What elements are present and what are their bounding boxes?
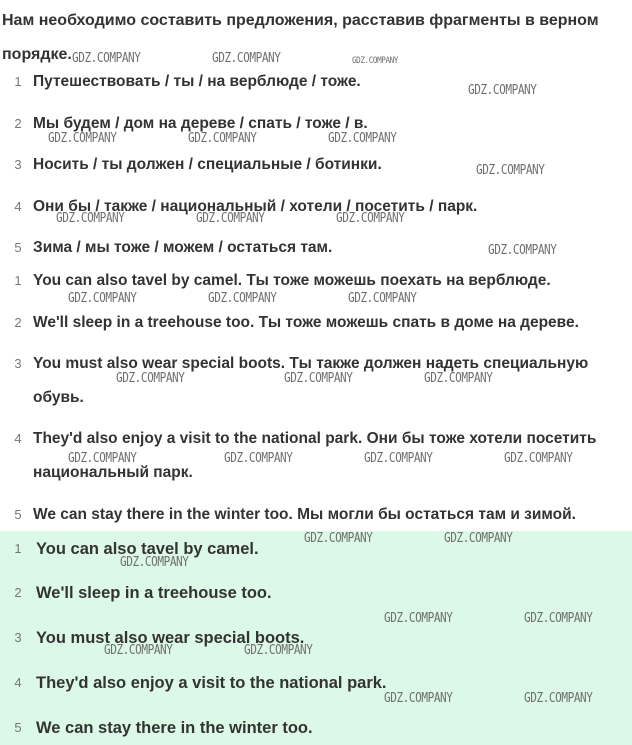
item-text: обувь. [33, 389, 84, 406]
answer-block [0, 531, 632, 745]
watermark: GDZ.COMPANY [476, 163, 545, 178]
watermark: GDZ.COMPANY [384, 611, 453, 626]
watermark: GDZ.COMPANY [336, 211, 405, 226]
item-number: 5 [14, 240, 22, 255]
watermark: GDZ.COMPANY [116, 371, 185, 386]
watermark: GDZ.COMPANY [284, 371, 353, 386]
watermark: GDZ.COMPANY [224, 451, 293, 466]
item-text: They'd also enjoy a visit to the national park. Они бы тоже хотели посетить [33, 430, 597, 447]
item-text: Они бы / также / национальный / хотели / посетить / парк. [33, 198, 478, 215]
item-text: You must also wear special boots. [36, 629, 305, 647]
watermark: GDZ.COMPANY [104, 643, 173, 658]
watermark: GDZ.COMPANY [244, 643, 313, 658]
watermark: GDZ.COMPANY [68, 451, 137, 466]
item-number: 2 [14, 315, 22, 330]
instruction-text: Нам необходимо составить предложения, расставив фрагменты в верном порядке. [2, 12, 599, 63]
item-number: 1 [14, 273, 22, 288]
item-text: They'd also enjoy a visit to the national park. [36, 674, 387, 692]
watermark: GDZ.COMPANY [524, 691, 593, 706]
item-text: You can also tavel by camel. [36, 540, 259, 558]
item-text: You must also wear special boots. Ты также должен надеть специальную [33, 355, 589, 372]
watermark: GDZ.COMPANY [364, 451, 433, 466]
item-number: 5 [14, 507, 22, 522]
watermark: GDZ.COMPANY [328, 131, 397, 146]
watermark: GDZ.COMPANY [56, 211, 125, 226]
watermark: GDZ.COMPANY [524, 611, 593, 626]
item-text: We'll sleep in a treehouse too. [36, 584, 272, 602]
watermark: GDZ.COMPANY [488, 243, 557, 258]
item-text: We can stay there in the winter too. [36, 719, 313, 737]
item-text: We'll sleep in a treehouse too. Ты тоже можешь спать в доме на дереве. [33, 314, 579, 331]
item-number: 4 [14, 199, 22, 214]
item-number: 4 [14, 431, 22, 446]
watermark: GDZ.COMPANY [468, 83, 537, 98]
watermark: GDZ.COMPANY [304, 531, 373, 546]
watermark: GDZ.COMPANY [188, 131, 257, 146]
item-text: национальный парк. [33, 464, 193, 481]
watermark: GDZ.COMPANY [352, 56, 398, 66]
watermark: GDZ.COMPANY [196, 211, 265, 226]
item-number: 5 [14, 720, 22, 735]
watermark: GDZ.COMPANY [68, 291, 137, 306]
item-number: 4 [14, 675, 22, 690]
watermark: GDZ.COMPANY [444, 531, 513, 546]
item-number: 2 [14, 116, 22, 131]
item-number: 2 [14, 585, 22, 600]
item-number: 1 [14, 541, 22, 556]
watermark: GDZ.COMPANY [504, 451, 573, 466]
item-text: You can also tavel by camel. Ты тоже можешь поехать на верблюде. [33, 272, 551, 289]
item-number: 3 [14, 356, 22, 371]
watermark: GDZ.COMPANY [208, 291, 277, 306]
item-number: 1 [14, 74, 22, 89]
watermark: GDZ.COMPANY [212, 51, 281, 66]
watermark: GDZ.COMPANY [120, 555, 189, 570]
item-text: Зима / мы тоже / можем / остаться там. [33, 239, 333, 256]
item-number: 3 [14, 630, 22, 645]
item-text: Мы будем / дом на дереве / спать / тоже / в. [33, 115, 368, 132]
watermark: GDZ.COMPANY [72, 51, 141, 66]
watermark: GDZ.COMPANY [348, 291, 417, 306]
item-text: We can stay there in the winter too. Мы могли бы остаться там и зимой. [33, 506, 576, 523]
item-text: Носить / ты должен / специальные / ботинки. [33, 156, 382, 173]
item-text: Путешествовать / ты / на верблюде / тоже. [33, 73, 361, 90]
watermark: GDZ.COMPANY [424, 371, 493, 386]
watermark: GDZ.COMPANY [384, 691, 453, 706]
watermark: GDZ.COMPANY [48, 131, 117, 146]
item-number: 3 [14, 157, 22, 172]
